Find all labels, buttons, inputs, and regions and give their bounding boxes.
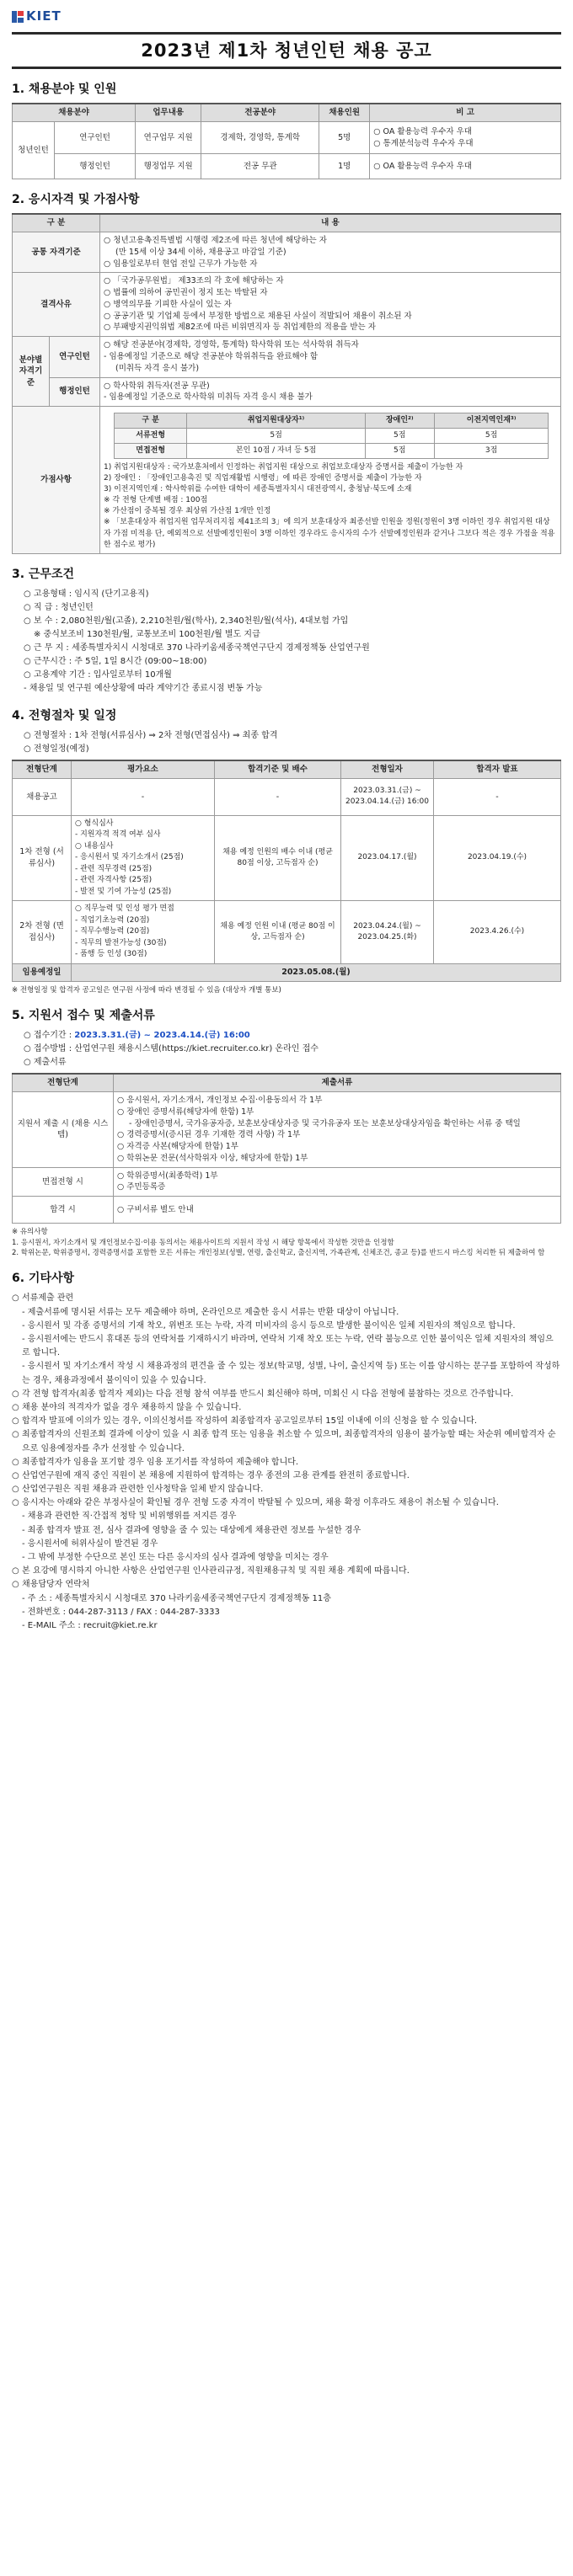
text-line: - 임용예정일 기준으로 학사학위 미취득 자격 응시 채용 불가 — [104, 392, 313, 403]
text-line: ○ 부패방지권익위법 제82조에 따른 비위면직자 등 취업제한의 적용을 받는 자 — [104, 323, 376, 333]
text-line: (미취득 자격 응시 불가) — [115, 363, 200, 373]
condition-line: ○ 근 무 지 : 세종특별자치시 시청대로 370 나라키움세종국책연구단지 경제정책동 산업연구원 — [24, 643, 370, 653]
col-work: 업무내용 — [136, 104, 201, 121]
bonus-note: 1) 취업지원대상자 : 국가보훈처에서 인정하는 취업지원 대상으로 취업보호대상자 증명서를 제출이 가능한 자 — [104, 463, 463, 472]
note-item: ○ 최종합격자가 임용을 포기할 경우 임용 포기서를 작성하여 제출해야 합니다. — [12, 1456, 561, 1469]
work-conditions — [12, 588, 561, 696]
docs — [114, 1197, 561, 1224]
schedule-table — [12, 760, 561, 982]
disq-content — [100, 273, 561, 337]
eval-line: - 관련 자격사항 (25점) — [75, 876, 153, 885]
bonus-content — [100, 407, 561, 554]
text-line: ○ 임용일로부터 현업 전일 근무가 가능한 자 — [104, 259, 258, 269]
doc-line: ○ 학위증명서(최종학력) 1부 — [117, 1171, 218, 1181]
section-1-heading: 1. 채용분야 및 인원 — [12, 83, 117, 96]
note-item: ○ 합격자 발표에 이의가 있는 경우, 이의신청서를 작성하여 최종합격자 공고일로부터 15일 이내에 이의 신청을 할 수 있습니다. — [12, 1415, 561, 1428]
other-notes — [12, 1292, 561, 1633]
doc-line: ○ 주민등록증 — [117, 1182, 166, 1192]
bonus-note: ※ 「보훈대상자 취업지원 업무처리지침 제41조의 3」에 의거 보훈대상자 최종선발 인원을 정원(정원이 3명 이하인 경우 취업지원 대상자 가점 미적용 단, 예외적으로 선발예정인원이 3명 이하인 경우라도 응시자의 수가 선발예정인원과 같거나 그보다 적은 경우 가점을 적용한 점수로 평가) — [104, 518, 555, 549]
condition-line: ○ 근무시간 : 주 5일, 1일 8시간 (09:00~18:00) — [24, 656, 207, 666]
text-line: ○ 병역의무를 기피한 사실이 있는 자 — [104, 299, 232, 309]
admin-label: 행정인턴 — [50, 377, 100, 407]
note-subitem: - 제출서류에 명시된 서류는 모두 제출해야 하며, 온라인으로 제출한 응시 서류는 반환 대상이 아닙니다. — [22, 1307, 399, 1317]
bonus-cell: 3점 — [434, 444, 549, 459]
note-item: ○ 산업연구원에 재직 중인 직원이 본 채용에 지원하여 합격하는 경우 종전의 고용 관계를 완전히 종료합니다. — [12, 1469, 561, 1483]
announce: - — [434, 778, 561, 815]
text-line: ○ 학사학위 취득자(전공 무관) — [104, 381, 210, 391]
col-stage: 전형단계 — [13, 1074, 114, 1091]
bonus-cell: 5점 — [365, 429, 434, 444]
eval-line: - 품행 등 인성 (30점) — [75, 950, 147, 959]
note-subitem: - 최종 합격자 발표 전, 심사 결과에 영향을 줄 수 있는 대상에게 채용관련 정보를 누설한 경우 — [22, 1525, 361, 1535]
bonus-row-label: 면접전형 — [115, 444, 187, 459]
count: 1명 — [319, 154, 370, 179]
kiet-logo-icon — [12, 11, 24, 23]
stage: 1차 전형 (서류심사) — [13, 815, 72, 901]
bonus-col: 이전지역인재³⁾ — [434, 413, 549, 429]
group-label: 청년인턴 — [13, 122, 55, 179]
docs — [114, 1167, 561, 1197]
bonus-note: ※ 각 전형 단계별 배점 : 100점 — [104, 496, 208, 505]
note-item: ○ 채용 분야의 적격자가 없을 경우 채용하지 않을 수 있습니다. — [12, 1401, 561, 1415]
note-subitem: - 그 밖에 부정한 수단으로 본인 또는 다른 응시자의 심사 결과에 영향을 미치는 경우 — [22, 1553, 329, 1563]
period-label: ○ 접수기간 : — [24, 1031, 75, 1041]
col-count: 채용인원 — [319, 104, 370, 121]
notes — [370, 122, 561, 154]
docs-notes — [12, 1227, 561, 1258]
bonus-row-label: 서류전형 — [115, 429, 187, 444]
col-major: 전공분야 — [201, 104, 319, 121]
date: 2023.04.24.(월) ~ 2023.04.25.(화) — [341, 901, 434, 964]
bonus-note: 2) 장애인 : 「장애인고용촉진 및 직업재활법 시행령」에 따른 장애인 증명서를 제출이 가능한 자 — [104, 474, 422, 483]
doc-line: ○ 자격증 사본(해당자에 한함) 1부 — [117, 1142, 238, 1152]
condition-line: ○ 보 수 : 2,080천원/월(고졸), 2,210천원/월(학사), 2,340천원/월(석사), 4대보험 가입 — [24, 616, 349, 626]
note-item: ○ 각 전형 합격자(최종 합격자 제외)는 다음 전형 참석 여부를 반드시 회신해야 하며, 미회신 시 다음 전형에 불참하는 것으로 간주합니다. — [12, 1388, 561, 1401]
stage: 채용공고 — [13, 778, 72, 815]
title-box — [12, 32, 561, 69]
research-content — [100, 337, 561, 377]
note-line: ※ 유의사항 — [12, 1228, 48, 1237]
common-label: 공통 자격기준 — [13, 232, 100, 273]
col-date: 전형일자 — [341, 760, 434, 778]
common-content — [100, 232, 561, 273]
bonus-cell: 5점 — [187, 429, 366, 444]
process-line: ○ 전형절차 : 1차 전형(서류심사) ⇒ 2차 전형(면접심사) ⇒ 최종 합격 — [24, 731, 278, 741]
eval-line: ○ 직무능력 및 인성 평가 면접 — [75, 904, 174, 914]
note-line: ○ OA 활용능력 우수자 우대 — [373, 161, 472, 171]
eval-line: ○ 형식심사 — [75, 819, 114, 828]
condition-line: ※ 중식보조비 130천원/월, 교통보조비 100천원/월 별도 지급 — [34, 629, 260, 639]
note-subitem: - E-MAIL 주소 : recruit@kiet.re.kr — [22, 1620, 158, 1630]
start-date: 2023.05.08.(월) — [72, 963, 561, 981]
bonus-note: ※ 가산점이 중복될 경우 최상위 가산점 1개만 인정 — [104, 507, 271, 516]
note-subitem: - 응시원서에 허위사실이 발견된 경우 — [22, 1539, 158, 1549]
eval-line: - 관련 직무경력 (25점) — [75, 864, 153, 873]
bonus-col: 구 분 — [115, 413, 187, 429]
work-desc: 행정업무 지원 — [136, 154, 201, 179]
eval: - — [72, 778, 215, 815]
field-name: 연구인턴 — [55, 122, 136, 154]
condition-line: - 채용일 및 연구원 예산상황에 따라 계약기간 종료시점 변동 가능 — [24, 683, 263, 693]
text-line: ○ 「국가공무원법」 제33조의 각 호에 해당하는 자 — [104, 276, 284, 286]
doc-line: ○ 학위논문 전문(석사학위자 이상, 해당자에 한함) 1부 — [117, 1153, 308, 1163]
bonus-note: 3) 이전지역인재 : 학사학위를 수여한 대학이 세종특별자치시 대전광역시, 충청남·북도에 소재 — [104, 485, 412, 494]
col-field: 채용분야 — [13, 104, 136, 121]
criteria: - — [215, 778, 341, 815]
bonus-cell: 본인 10점 / 자녀 등 5점 — [187, 444, 366, 459]
note-item: ○ 본 요강에 명시하지 아니한 사항은 산업연구원 인사관리규정, 직원채용규칙 및 직원 채용 계획에 따릅니다. — [12, 1565, 561, 1578]
method-line: ○ 접수방법 : 산업연구원 채용시스템(https://kiet.recruiter.co.kr) 온라인 접수 — [24, 1044, 319, 1054]
section-6-heading: 6. 기타사항 — [12, 1272, 75, 1286]
bonus-col: 취업지원대상자¹⁾ — [187, 413, 366, 429]
note-item: ○ 산업연구원은 직원 채용과 관련한 인사청탁을 일체 받지 않습니다. — [12, 1483, 561, 1496]
col-stage: 전형단계 — [13, 760, 72, 778]
eval — [72, 901, 215, 964]
section-3-heading: 3. 근무조건 — [12, 567, 75, 581]
doc-line: ○ 구비서류 별도 안내 — [117, 1204, 194, 1214]
note-line: ○ OA 활용능력 우수자 우대 — [373, 126, 472, 136]
eval-line: - 직업기초능력 (20점) — [75, 915, 150, 925]
text-line: - 임용예정일 기준으로 해당 전공분야 학위취득을 완료해야 함 — [104, 352, 318, 362]
note-subitem: - 전화번호 : 044-287-3113 / FAX : 044-287-3333 — [22, 1607, 220, 1617]
bonus-label: 가점사항 — [13, 407, 100, 554]
note-subitem: - 채용과 관련한 직·간접적 청탁 및 비위행위를 저지른 경우 — [22, 1512, 237, 1522]
note-subitem: - 주 소 : 세종특별자치시 시청대로 370 나라키움세종국책연구단지 경제정책동 11층 — [22, 1593, 331, 1603]
stage: 면접전형 시 — [13, 1167, 114, 1197]
condition-line: ○ 고용계약 기간 : 입사일로부터 10개월 — [24, 669, 172, 680]
note-subitem: - 응시원서 및 각종 증명서의 기재 착오, 위변조 또는 누락, 자격 미비자의 응시 등으로 발생한 불이익은 일체 지원자의 책임으로 합니다. — [22, 1320, 516, 1331]
stage: 지원서 제출 시 (채용 시스템) — [13, 1092, 114, 1168]
eval-line: - 직무의 발전가능성 (30점) — [75, 938, 167, 947]
field-qual-label: 분야별 자격기준 — [13, 337, 50, 407]
stage: 합격 시 — [13, 1197, 114, 1224]
work-desc: 연구업무 지원 — [136, 122, 201, 154]
eval-line: - 지원자격 적격 여부 심사 — [75, 830, 161, 840]
section-4-heading: 4. 전형절차 및 일정 — [12, 708, 117, 723]
schedule-line: ○ 전형일정(예정) — [24, 744, 89, 755]
note-item: ○ 채용담당자 연락처 — [12, 1578, 561, 1592]
date: 2023.04.17.(월) — [341, 815, 434, 901]
count: 5명 — [319, 122, 370, 154]
eval-line: - 응시원서 및 자기소개서 (25점) — [75, 853, 184, 862]
eval — [72, 815, 215, 901]
col-eval: 평가요소 — [72, 760, 215, 778]
condition-line: ○ 고용형태 : 임시직 (단기고용직) — [24, 589, 149, 599]
major: 전공 무관 — [201, 154, 319, 179]
text-line: ○ 청년고용촉진특별법 시행령 제2조에 따른 청년에 해당하는 자 — [104, 236, 327, 246]
note-item: ○ 서류제출 관련 — [12, 1292, 561, 1305]
text-line: ○ 공공기관 및 기업체 등에서 부정한 방법으로 채용된 사실이 적발되어 채용이 취소된 자 — [104, 311, 412, 321]
research-label: 연구인턴 — [50, 337, 100, 377]
section-2-heading: 2. 응시자격 및 가점사항 — [12, 193, 140, 207]
note-item: ○ 응시자는 아래와 같은 부정사실이 확인될 경우 전형 도중 자격이 박탈될 수 있으며, 채용 확정 이후라도 채용이 취소될 수 있습니다. — [12, 1496, 561, 1510]
announce: 2023.4.26.(수) — [434, 901, 561, 964]
doc-line: ○ 장애인 증명서류(해당자에 한함) 1부 — [117, 1107, 254, 1117]
period-line — [12, 1029, 561, 1043]
admin-content — [100, 377, 561, 407]
bonus-table — [114, 413, 549, 459]
text-line: (만 15세 이상 34세 이하, 채용공고 마감일 기준) — [115, 247, 286, 257]
col-content: 내 용 — [100, 214, 561, 232]
qualification-table — [12, 213, 561, 553]
bonus-col: 장애인²⁾ — [365, 413, 434, 429]
text-line: ○ 해당 전공분야(경제학, 경영학, 통계학) 학사학위 또는 석사학위 취득자 — [104, 340, 359, 350]
announce: 2023.04.19.(수) — [434, 815, 561, 901]
criteria: 채용 예정 인원의 배수 이내 (평균 80점 이상, 고득점자 순) — [215, 815, 341, 901]
col-announce: 합격자 발표 — [434, 760, 561, 778]
section-5-heading: 5. 지원서 접수 및 제출서류 — [12, 1009, 155, 1023]
note-item: ○ 최종합격자의 신원조회 결과에 이상이 있을 시 최종 합격 또는 임용을 취소할 수 있으며, 최종합격자의 임용이 불가능할 때는 차순위 예비합격자 순으로 임용예정자를 추가 선정할 수 있습니다. — [12, 1428, 561, 1455]
condition-line: ○ 직 급 : 청년인턴 — [24, 602, 94, 612]
note-subitem: - 응시원서에는 반드시 휴대폰 등의 연락처를 기재하시기 바라며, 연락처 기재 착오 또는 누락, 연락 불능으로 인한 불이익은 일체 지원자의 책임으로 합니다. — [22, 1335, 554, 1358]
docs-title: ○ 제출서류 — [24, 1058, 67, 1068]
logo — [12, 0, 561, 29]
bonus-cell: 5점 — [434, 429, 549, 444]
docs — [114, 1092, 561, 1168]
notes — [370, 154, 561, 179]
note-line: 2. 학위논문, 학위증명서, 경력증명서를 포함한 모든 서류는 개인정보(성별, 연령, 출신학교, 출신지역, 가족관계, 신체조건, 종교 등)를 반드시 마스킹 처리한 뒤 제출하여 함 — [12, 1248, 545, 1257]
schedule-note: ※ 전형일정 및 합격자 공고일은 연구원 사정에 따라 변경될 수 있음 (대상자 개별 통보) — [12, 985, 281, 995]
recruit-field-table — [12, 103, 561, 179]
note-line: 1. 응시원서, 자기소개서 및 개인정보수집·이용 동의서는 채용사이트의 지원서 작성 시 해당 항목에서 작성한 것만을 인정함 — [12, 1238, 394, 1247]
date: 2023.03.31.(금) ~ 2023.04.14.(금) 16:00 — [341, 778, 434, 815]
col-category: 구 분 — [13, 214, 100, 232]
doc-line: ○ 경력증명서(증시된 경우 기재한 경력 사항) 각 1부 — [117, 1130, 301, 1140]
eval-line: - 직무수행능력 (20점) — [75, 927, 150, 936]
disq-label: 결격사유 — [13, 273, 100, 337]
criteria: 채용 예정 인원 이내 (평균 80점 이상, 고득점자 순) — [215, 901, 341, 964]
stage: 2차 전형 (면접심사) — [13, 901, 72, 964]
doc-line: ○ 응시원서, 자기소개서, 개인정보 수집·이용동의서 각 1부 — [117, 1096, 323, 1106]
page-title: 2023년 제1차 청년인턴 채용 공고 — [141, 40, 432, 61]
doc-line: - 장애인증명서, 국가유공자증, 보훈보상대상자증 및 국가유공자 또는 보훈보상대상자임을 확인하는 서류 중 택일 — [129, 1118, 521, 1128]
stage: 임용예정일 — [13, 963, 72, 981]
col-notes: 비 고 — [370, 104, 561, 121]
eval-line: ○ 내용심사 — [75, 841, 114, 851]
eval-line: - 발전 및 기여 가능성 (25점) — [75, 887, 172, 896]
bonus-cell: 5점 — [365, 444, 434, 459]
col-docs: 제출서류 — [114, 1074, 561, 1091]
note-subitem: - 응시원서 및 자기소개서 작성 시 채용과정의 편견을 줄 수 있는 정보(학교명, 성별, 나이, 출신지역 등) 또는 이를 암시하는 문구를 포함하여 작성하는 경우, 채용과정에서 불이익이 있을 수 있습니다. — [22, 1362, 560, 1385]
period-value: 2023.3.31.(금) ~ 2023.4.14.(금) 16:00 — [74, 1031, 250, 1041]
col-criteria: 합격기준 및 배수 — [215, 760, 341, 778]
field-name: 행정인턴 — [55, 154, 136, 179]
major: 경제학, 경영학, 통계학 — [201, 122, 319, 154]
logo-text: KIET — [26, 8, 62, 24]
documents-table — [12, 1073, 561, 1224]
note-line: ○ 통계분석능력 우수자 우대 — [373, 138, 474, 148]
text-line: ○ 법률에 의하여 공민권이 정지 또는 박탈된 자 — [104, 288, 268, 298]
